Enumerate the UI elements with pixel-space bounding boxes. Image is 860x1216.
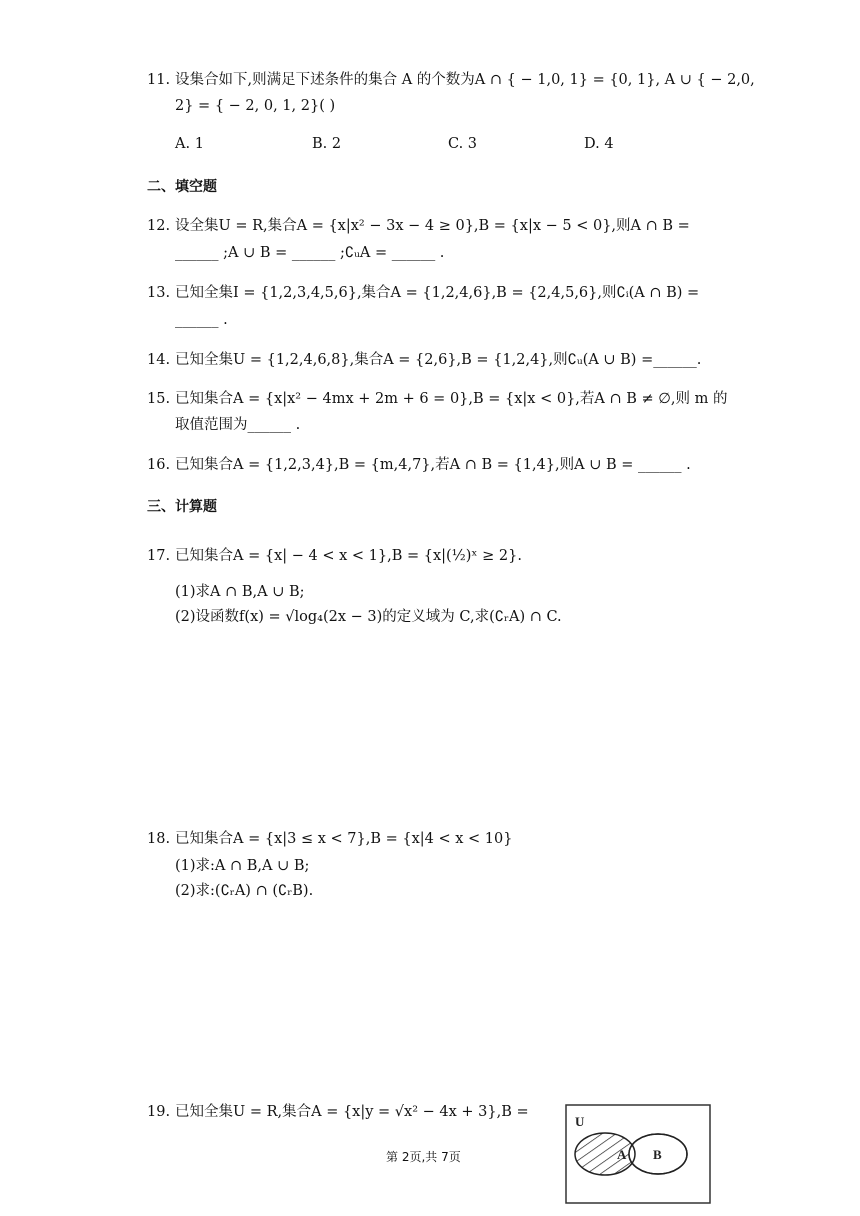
- venn-label-u: U: [575, 1114, 585, 1129]
- q17-part-2: (2)设函数f(x) = √log₄(2x − 3)的定义域为 C,求(∁ᵣA) ∩ C.: [175, 609, 562, 625]
- q11-stem-line2: 2} = { − 2, 0, 1, 2}( ): [175, 98, 336, 114]
- q12-stem-line2: ______ ;A ∪ B = ______ ;∁ᵤA = ______ .: [175, 245, 445, 261]
- q14-stem-line1: 已知全集U = {1,2,4,6,8},集合A = {2,6},B = {1,2,4},则∁ᵤ(A ∪ B) =______.: [175, 352, 702, 368]
- q17-part-1: (1)求A ∩ B,A ∪ B;: [175, 584, 305, 600]
- section-heading-fill-blank: 二、填空题: [147, 179, 217, 195]
- q13-number: 13.: [147, 285, 171, 301]
- q16-number: 16.: [147, 457, 171, 473]
- venn-label-a: A: [617, 1147, 627, 1162]
- page-footer: 第 2页,共 7页: [386, 1150, 461, 1164]
- venn-diagram: [563, 1102, 713, 1206]
- q11-stem-line1: 设集合如下,则满足下述条件的集合 A 的个数为A ∩ { − 1,0, 1} = {0, 1}, A ∪ { − 2,0,: [175, 72, 755, 88]
- q18-part-2: (2)求:(∁ᵣA) ∩ (∁ᵣB).: [175, 883, 314, 899]
- section-heading-calculation: 三、计算题: [147, 499, 217, 515]
- q11-option-c: C. 3: [448, 136, 478, 152]
- q19-stem: 已知全集U = R,集合A = {x|y = √x² − 4x + 3},B =: [175, 1104, 529, 1120]
- q15-stem-line1: 已知集合A = {x|x² − 4mx + 2m + 6 = 0},B = {x|x < 0},若A ∩ B ≠ ∅,则 m 的: [175, 391, 728, 407]
- q14-number: 14.: [147, 352, 171, 368]
- q18-number: 18.: [147, 831, 171, 847]
- q13-stem-line1: 已知全集I = {1,2,3,4,5,6},集合A = {1,2,4,6},B = {2,4,5,6},则∁ᵢ(A ∩ B) =: [175, 285, 700, 301]
- q11-option-a: A. 1: [175, 136, 204, 152]
- q17-stem: 已知集合A = {x| − 4 < x < 1},B = {x|(½)ˣ ≥ 2}.: [175, 548, 522, 564]
- q11-option-b: B. 2: [312, 136, 342, 152]
- q17-number: 17.: [147, 548, 171, 564]
- q15-stem-line2: 取值范围为______ .: [175, 417, 301, 433]
- q11-option-d: D. 4: [584, 136, 614, 152]
- q19-number: 19.: [147, 1104, 171, 1120]
- q13-stem-line2: ______ .: [175, 312, 228, 328]
- q12-stem-line1: 设全集U = R,集合A = {x|x² − 3x − 4 ≥ 0},B = {x|x − 5 < 0},则A ∩ B =: [175, 218, 690, 234]
- venn-label-b: B: [653, 1147, 662, 1162]
- q15-number: 15.: [147, 391, 171, 407]
- q11-number: 11.: [147, 72, 171, 88]
- q18-part-1: (1)求:A ∩ B,A ∪ B;: [175, 858, 310, 874]
- q18-stem: 已知集合A = {x|3 ≤ x < 7},B = {x|4 < x < 10}: [175, 831, 513, 847]
- q12-number: 12.: [147, 218, 171, 234]
- q16-stem-line1: 已知集合A = {1,2,3,4},B = {m,4,7},若A ∩ B = {1,4},则A ∪ B = ______ .: [175, 457, 691, 473]
